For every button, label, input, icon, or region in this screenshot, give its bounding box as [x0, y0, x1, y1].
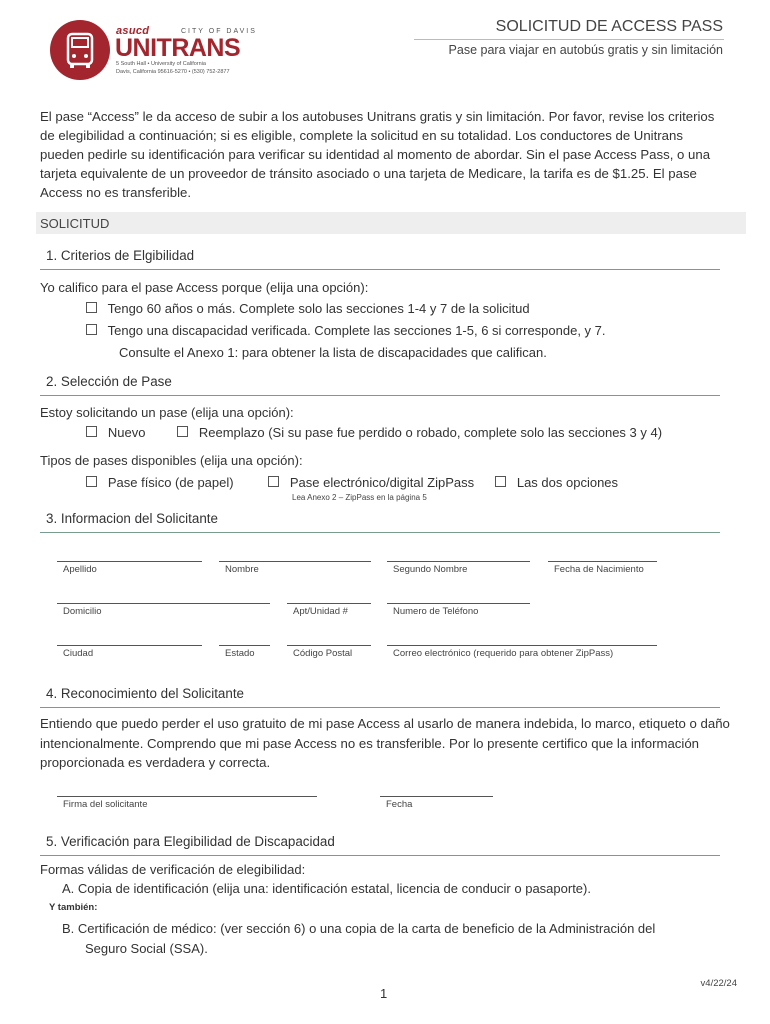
item-a: A. Copia de identificación (elija una: identificación estatal, licencia de conducir o pasaporte). — [62, 881, 591, 896]
section-5-prompt: Formas válidas de verificación de elegibilidad: — [40, 862, 306, 877]
address-line-2: Davis, California 95616-5270 • (530) 752-2877 — [116, 69, 230, 75]
disability-option-label: Tengo una discapacidad verificada. Complete las secciones 1-5, 6 si corresponde, y 7. — [107, 323, 606, 338]
age-checkbox[interactable] — [86, 302, 97, 313]
ciudad-label: Ciudad — [63, 648, 94, 659]
estado-field[interactable] — [219, 645, 270, 646]
segundo-nombre-label: Segundo Nombre — [393, 564, 468, 575]
correo-label: Correo electrónico (requerido para obtener ZipPass) — [393, 648, 614, 659]
reemplazo-checkbox[interactable] — [177, 426, 188, 437]
unitrans-wordmark: UNITRANS — [115, 34, 241, 62]
ambos-label: Las dos opciones — [516, 475, 619, 490]
title-divider — [414, 39, 724, 40]
section-2-rule — [40, 395, 720, 396]
fisico-label: Pase físico (de papel) — [107, 475, 234, 490]
address-line-1: 5 South Hall • University of California — [116, 61, 206, 67]
section-2-prompt-2: Tipos de pases disponibles (elija una opción): — [40, 453, 303, 468]
reemplazo-option[interactable] — [177, 425, 662, 440]
disability-checkbox[interactable] — [86, 324, 97, 335]
section-1-rule — [40, 269, 720, 270]
section-4-title: 4. Reconocimiento del Solicitante — [46, 686, 244, 701]
acknowledgement-text: Entiendo que puedo perder el uso gratuito de mi pase Access al usarlo de manera indebida, lo marco, etiqueto o daño intencionalmente. Comprendo que mi pase Access no es transferible. Por lo presente certifico que la información proporcionada es verdadera y correcta. — [40, 716, 730, 770]
y-tambien-label: Y también: — [49, 902, 98, 913]
electronico-checkbox[interactable] — [268, 476, 279, 487]
nuevo-label: Nuevo — [107, 425, 146, 440]
firma-field[interactable] — [57, 796, 317, 797]
section-1-title: 1. Criterios de Elgibilidad — [46, 248, 195, 263]
firma-label: Firma del solicitante — [63, 799, 148, 810]
apellido-label: Apellido — [63, 564, 97, 575]
age-option-label: Tengo 60 años o más. Complete solo las secciones 1-4 y 7 de la solicitud — [107, 301, 530, 316]
fecha-nacimiento-field[interactable] — [548, 561, 657, 562]
annex-1-note: Consulte el Anexo 1: para obtener la lista de discapacidades que califican. — [119, 345, 547, 360]
section-5-title: 5. Verificación para Elegibilidad de Discapacidad — [46, 834, 335, 849]
section-3-rule — [40, 532, 720, 533]
solicitud-label: SOLICITUD — [40, 216, 110, 231]
nuevo-option[interactable] — [86, 425, 145, 440]
ciudad-field[interactable] — [57, 645, 202, 646]
city-of-davis-label: CITY OF DAVIS — [181, 28, 257, 35]
codigo-postal-field[interactable] — [287, 645, 371, 646]
domicilio-label: Domicilio — [63, 606, 102, 617]
section-2-prompt-1: Estoy solicitando un pase (elija una opción): — [40, 405, 294, 420]
solicitud-bar — [36, 212, 746, 234]
section-1-prompt: Yo califico para el pase Access porque (elija una opción): — [40, 280, 369, 295]
telefono-label: Numero de Teléfono — [393, 606, 479, 617]
domicilio-field[interactable] — [57, 603, 270, 604]
age-option[interactable] — [86, 301, 530, 316]
electronico-option[interactable] — [268, 475, 474, 490]
fecha-nacimiento-label: Fecha de Nacimiento — [554, 564, 644, 575]
electronico-label: Pase electrónico/digital ZipPass — [289, 475, 475, 490]
apt-field[interactable] — [287, 603, 371, 604]
fisico-option[interactable] — [86, 475, 234, 490]
correo-field[interactable] — [387, 645, 657, 646]
disability-option[interactable] — [86, 323, 606, 338]
nombre-field[interactable] — [219, 561, 371, 562]
section-2-title: 2. Selección de Pase — [46, 374, 172, 389]
item-b-line-2: Seguro Social (SSA). — [85, 941, 208, 956]
fecha-label: Fecha — [386, 799, 413, 810]
section-5-rule — [40, 855, 720, 856]
apt-label: Apt/Unidad # — [293, 606, 348, 617]
reemplazo-label: Reemplazo (Si su pase fue perdido o robado, complete solo las secciones 3 y 4) — [198, 425, 663, 440]
nuevo-checkbox[interactable] — [86, 426, 97, 437]
page-title: SOLICITUD DE ACCESS PASS — [495, 18, 723, 35]
telefono-field[interactable] — [387, 603, 530, 604]
bus-icon — [50, 20, 110, 80]
intro-paragraph: El pase “Access” le da acceso de subir a los autobuses Unitrans gratis y sin limitación. Por favor, revise los criterios de elegibilidad a continuación; si es eligible, complete la solicitud en su totalidad. Los conductores de Unitrans pueden pedirle su identificación para verificar su identidad al momento de abordar. Sin el pase Access Pass, o una tarjeta equivalente de un proveedor de tránsito asociado o una tarjeta de Medicare, la tarifa es de $1.25. El pase Access no es transferible. — [40, 109, 715, 200]
estado-label: Estado — [225, 648, 255, 659]
apellido-field[interactable] — [57, 561, 202, 562]
asucd-label: asucd — [116, 25, 150, 37]
section-4-rule — [40, 707, 720, 708]
fecha-field[interactable] — [380, 796, 493, 797]
item-b-line-1: B. Certificación de médico: (ver sección 6) o una copia de la carta de beneficio de la Administración del — [62, 921, 656, 936]
segundo-nombre-field[interactable] — [387, 561, 530, 562]
ambos-checkbox[interactable] — [495, 476, 506, 487]
page-subtitle: Pase para viajar en autobús gratis y sin limitación — [448, 43, 723, 57]
section-3-title: 3. Informacion del Solicitante — [46, 511, 218, 526]
codigo-postal-label: Código Postal — [293, 648, 353, 659]
unitrans-logo — [50, 20, 110, 80]
ambos-option[interactable] — [495, 475, 618, 490]
fisico-checkbox[interactable] — [86, 476, 97, 487]
page-number: 1 — [380, 986, 388, 1001]
version-label: v4/22/24 — [700, 978, 737, 989]
annex-2-note: Lea Anexo 2 – ZipPass en la página 5 — [292, 493, 427, 502]
nombre-label: Nombre — [225, 564, 259, 575]
